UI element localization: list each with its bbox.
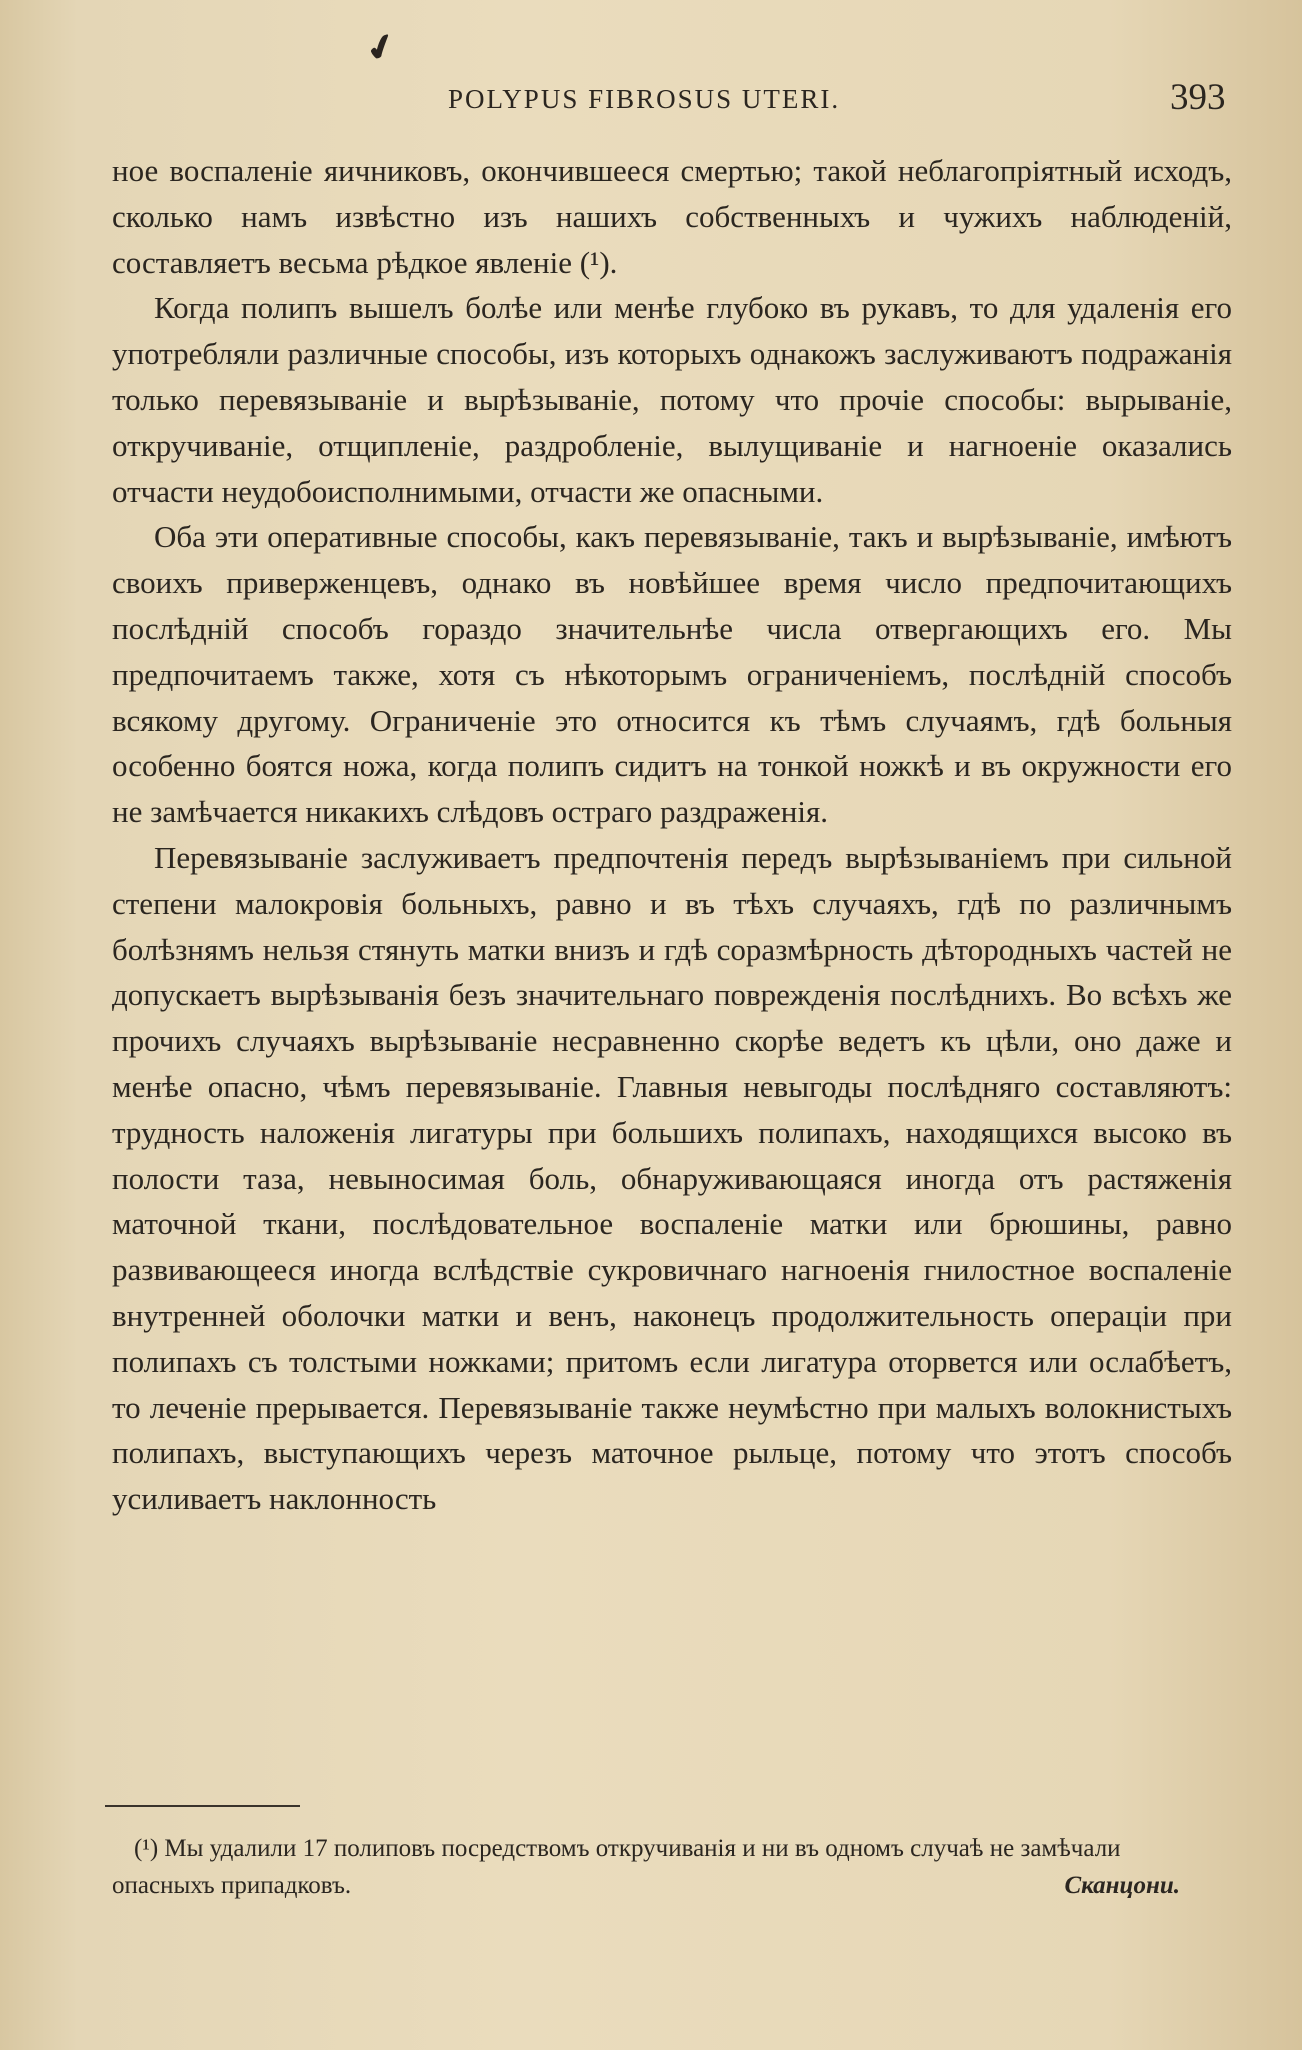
main-text xyxy=(112,148,1232,1522)
paragraph: ное воспаленіе яичниковъ, окончившееся смертью; такой неблагопріятный исходъ, сколько намъ извѣстно изъ нашихъ собственныхъ и чужихъ наблюденій, составляетъ весьма рѣдкое явленіе (¹). xyxy=(112,153,1232,280)
footnote-text: (¹) Мы удалили 17 полиповъ посредствомъ откручиванія и ни въ одномъ случаѣ не замѣчали опасныхъ припадковъ. xyxy=(112,1835,1121,1899)
footnote-author: Сканцони. xyxy=(1064,1872,1180,1899)
paragraph: Оба эти оперативные способы, какъ перевязываніе, такъ и вырѣзываніе, имѣютъ своихъ приверженцевъ, однако въ новѣйшее время число предпочитающихъ послѣдній способъ гораздо значительнѣе числа отвергающихъ его. Мы предпочитаемъ также, хотя съ нѣкоторымъ ограниченіемъ, послѣдній способъ всякому другому. Ограниченіе это относится къ тѣмъ случаямъ, гдѣ больныя особенно боятся ножа, когда полипъ сидитъ на тонкой ножкѣ и въ окружности его не замѣчается никакихъ слѣдовъ остраго раздраженія. xyxy=(112,519,1232,830)
ink-mark: ✔ xyxy=(361,24,402,72)
footnote-divider xyxy=(105,1805,300,1807)
page-number: 393 xyxy=(1170,77,1226,118)
footnote xyxy=(112,1830,1180,1904)
paragraph: Перевязываніе заслуживаетъ предпочтенія передъ вырѣзываніемъ при сильной степени малокровія больныхъ, равно и въ тѣхъ случаяхъ, гдѣ по различнымъ болѣзнямъ нельзя стянуть матки внизъ и гдѣ соразмѣрность дѣтородныхъ частей не допускаетъ вырѣзыванія безъ значительнаго поврежденія послѣднихъ. Во всѣхъ же прочихъ случаяхъ вырѣзываніе несравненно скорѣе ведетъ къ цѣли, оно даже и менѣе опасно, чѣмъ перевязываніе. Главныя невыгоды послѣдняго составляютъ: трудность наложенія лигатуры при большихъ полипахъ, находящихся высоко въ полости таза, невыносимая боль, обнаруживающаяся иногда отъ растяженія маточной ткани, послѣдовательное воспаленіе матки или брюшины, равно развивающееся иногда вслѣдствіе сукровичнаго нагноенія гнилостное воспаленіе внутренней оболочки матки и венъ, наконецъ продолжительность операціи при полипахъ съ толстыми ножками; притомъ если лигатура оторвется или ослабѣетъ, то леченіе прерывается. Перевязываніе также неумѣстно при малыхъ волокнистыхъ полипахъ, выступающихъ черезъ маточное рыльце, потому что этотъ способъ усиливаетъ наклонность xyxy=(112,839,1232,1517)
running-title: POLYPUS FIBROSUS UTERI. xyxy=(448,84,841,114)
page-header xyxy=(0,72,1302,122)
paragraph: Когда полипъ вышелъ болѣе или менѣе глубоко въ рукавъ, то для удаленія его употребляли различные способы, изъ которыхъ однакожъ заслуживаютъ подражанія только перевязываніе и вырѣзываніе, потому что прочіе способы: вырываніе, откручиваніе, отщипленіе, раздробленіе, вылущиваніе и нагноеніе оказались отчасти неудобоисполнимыми, отчасти же опасными. xyxy=(112,290,1232,509)
